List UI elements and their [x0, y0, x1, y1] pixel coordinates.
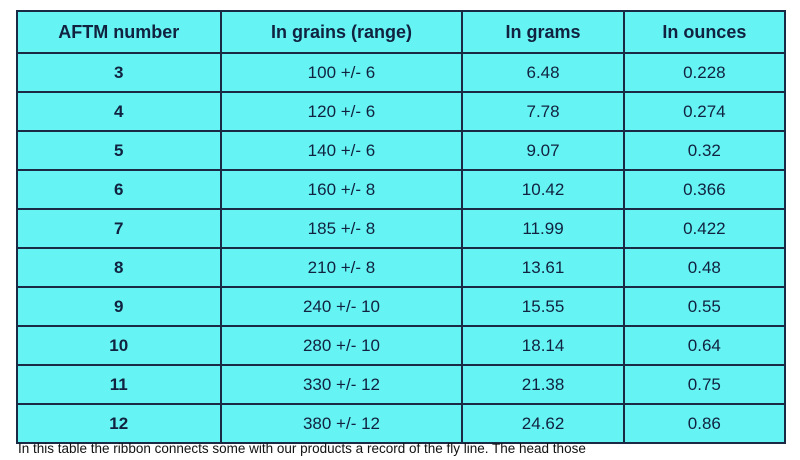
cell-aftm-number: 3 [17, 53, 221, 92]
table-row [17, 170, 785, 209]
cell-aftm-number: 9 [17, 287, 221, 326]
table-row [17, 131, 785, 170]
cell-aftm-number: 11 [17, 365, 221, 404]
cell-aftm-number: 7 [17, 209, 221, 248]
cell-aftm-number: 5 [17, 131, 221, 170]
column-header-ounces: In ounces [624, 11, 785, 53]
cell-grains: 185 +/- 8 [221, 209, 463, 248]
cell-grams: 10.42 [462, 170, 623, 209]
cell-aftm-number: 4 [17, 92, 221, 131]
cell-grams: 6.48 [462, 53, 623, 92]
cell-grams: 24.62 [462, 404, 623, 443]
cell-ounces: 0.228 [624, 53, 785, 92]
column-header-grains: In grains (range) [221, 11, 463, 53]
cell-grams: 15.55 [462, 287, 623, 326]
table-row [17, 92, 785, 131]
cell-ounces: 0.86 [624, 404, 785, 443]
table-row [17, 326, 785, 365]
column-header-aftm-number: AFTM number [17, 11, 221, 53]
cell-grains: 280 +/- 10 [221, 326, 463, 365]
cell-grains: 380 +/- 12 [221, 404, 463, 443]
table-row [17, 404, 785, 443]
cell-grains: 100 +/- 6 [221, 53, 463, 92]
cell-ounces: 0.422 [624, 209, 785, 248]
cell-ounces: 0.366 [624, 170, 785, 209]
cell-aftm-number: 6 [17, 170, 221, 209]
cell-grains: 240 +/- 10 [221, 287, 463, 326]
cell-ounces: 0.55 [624, 287, 785, 326]
cell-grams: 11.99 [462, 209, 623, 248]
cell-grams: 9.07 [462, 131, 623, 170]
cell-aftm-number: 8 [17, 248, 221, 287]
cell-grains: 210 +/- 8 [221, 248, 463, 287]
table-row [17, 53, 785, 92]
cell-aftm-number: 12 [17, 404, 221, 443]
table-row [17, 287, 785, 326]
cell-grams: 21.38 [462, 365, 623, 404]
cell-ounces: 0.48 [624, 248, 785, 287]
cell-grams: 7.78 [462, 92, 623, 131]
cell-ounces: 0.274 [624, 92, 785, 131]
cell-grams: 18.14 [462, 326, 623, 365]
aftm-line-weight-table [16, 10, 786, 444]
cell-grams: 13.61 [462, 248, 623, 287]
table-header-row [17, 11, 785, 53]
cell-grains: 330 +/- 12 [221, 365, 463, 404]
table-row [17, 365, 785, 404]
cell-ounces: 0.75 [624, 365, 785, 404]
cell-grains: 120 +/- 6 [221, 92, 463, 131]
caption-text: In this table the ribbon connects some with our products a record of the fly line. The head those [18, 441, 586, 456]
cell-ounces: 0.32 [624, 131, 785, 170]
cell-grains: 140 +/- 6 [221, 131, 463, 170]
cell-aftm-number: 10 [17, 326, 221, 365]
table-row [17, 248, 785, 287]
cell-ounces: 0.64 [624, 326, 785, 365]
data-table [16, 10, 786, 444]
column-header-grams: In grams [462, 11, 623, 53]
cell-grains: 160 +/- 8 [221, 170, 463, 209]
table-row [17, 209, 785, 248]
